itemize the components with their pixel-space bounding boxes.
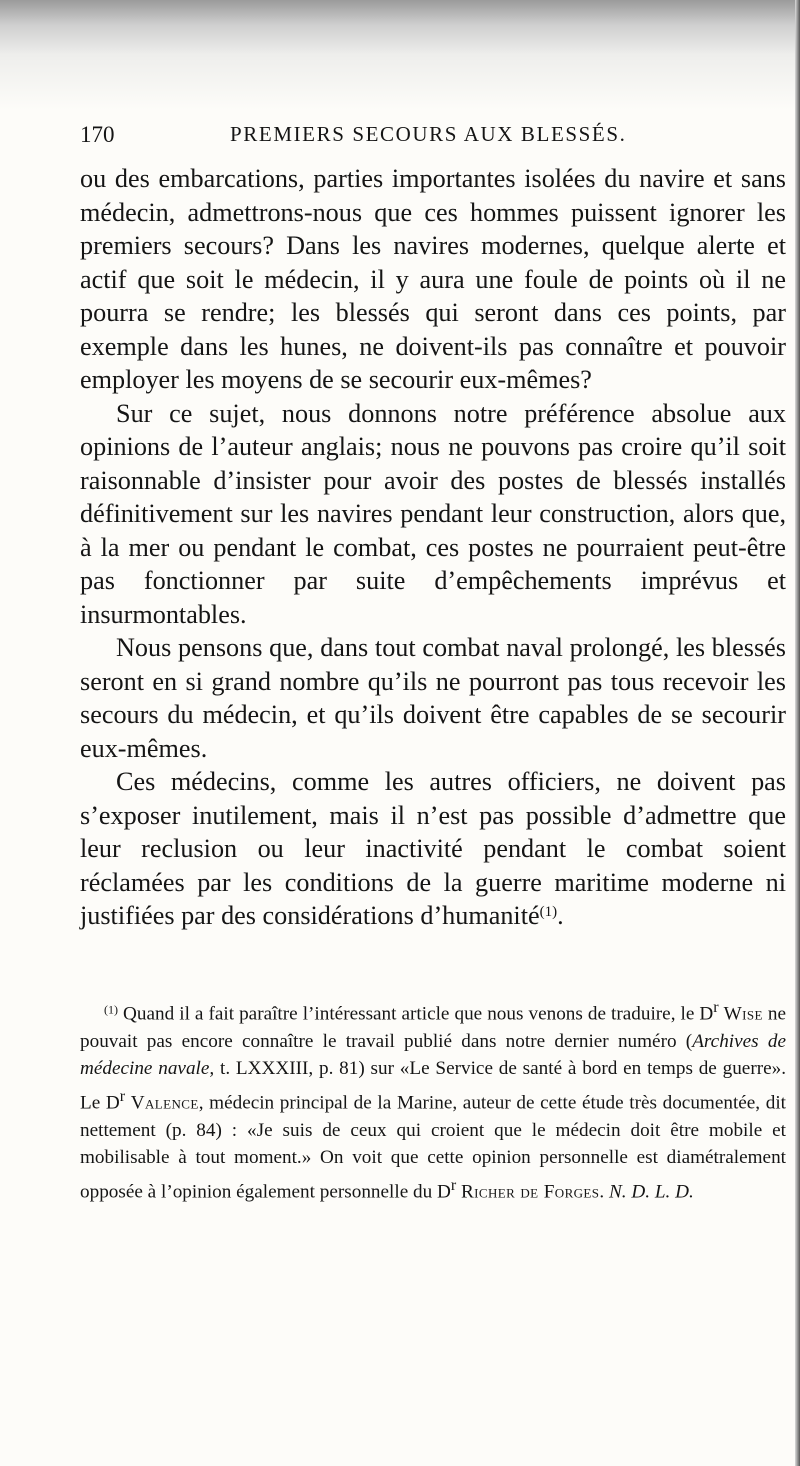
footnote-text-2: ne pouvait pas encore connaître le travail publié dans notre dernier numéro ( [80,1003,787,1052]
author-richer: Richer de Forges [460,1181,600,1203]
editor-signature: N. D. L. D. [609,1181,694,1203]
footnote-paragraph [80,994,786,1206]
running-head: PREMIERS SECOURS AUX BLESSÉS. [230,122,627,146]
journal-title: Archives de médecine navale, [80,1030,786,1080]
paragraph-1: ou des embarcations, parties importantes isolées du navire et sans médecin, admettrons-nous que ces hommes puissent ignorer les premiers secours? Dans les navires modernes, quelque alerte et actif que soit le médecin, il y aura une foule de points où il ne pourra se rendre; les blessés qui seront dans ces points, par exemple dans les hunes, ne doivent-ils pas connaître et pouvoir employer les moyens de se secourir eux-mêmes? [80,164,786,394]
footnote [80,994,786,1206]
footnote-text-1: Quand il a fait paraître l’intéressant article que nous venons de traduire, le D [123,1003,714,1025]
footnote-sup-2: r [119,1087,126,1105]
paragraph-2: Sur ce sujet, nous donnons notre préférence absolue aux opinions de l’auteur anglais; nous ne pouvons pas croire qu’il soit raisonnable d’insister pour avoir des postes de blessés installés définitivement sur les navires pendant leur construction, alors que, à la mer ou pendant le combat, ces postes ne pourraient peut-être pas fonctionner par suite d’empêchements imprévus et insurmontables. [80,398,786,629]
author-valence: Valence [130,1092,199,1114]
scan-top-shadow [0,0,800,120]
footnote-text-3: t. LXXXIII, p. 81) sur «Le Service de santé à bord en temps de guerre». Le D [80,1058,787,1114]
footnote-text-4: , médecin principal de la Marine, auteur de cette étude très documentée, dit nettement (p. 84) : «Je suis de ceux qui croient que le médecin doit être mobile et mobilisable à tout moment.» On voit que cette opinion personnelle est diamétralement opposée à l’opinion également personnelle du D [80,1092,787,1203]
footnote-marker: (1) [104,1002,118,1017]
paragraph-4-end: . [557,901,564,930]
paragraph-4 [80,765,786,933]
page-header [80,122,780,154]
footnote-reference: (1) [539,904,558,920]
footnote-sup-3: r [450,1176,457,1194]
main-text [80,162,786,933]
page-edge [795,0,800,1466]
author-wise: Wise [723,1003,763,1025]
page-number: 170 [80,122,115,147]
footnote-text-5: . [599,1181,605,1203]
footnote-sup-1: r [713,999,719,1016]
paragraph-3: Nous pensons que, dans tout combat naval prolongé, les blessés seront en si grand nombre qu’ils ne pourront pas tous recevoir les secours du médecin, et qu’ils doivent être capables de se secourir eux-mêmes. [80,633,786,763]
paragraph-4-text: Ces médecins, comme les autres officiers, ne doivent pas s’exposer inutilement, mais il n’est pas possible d’admettre que leur reclusion ou leur inactivité pendant le combat soient réclamées par les conditions de la guerre maritime moderne ni justifiées par des considérations d’humanité [80,767,786,930]
